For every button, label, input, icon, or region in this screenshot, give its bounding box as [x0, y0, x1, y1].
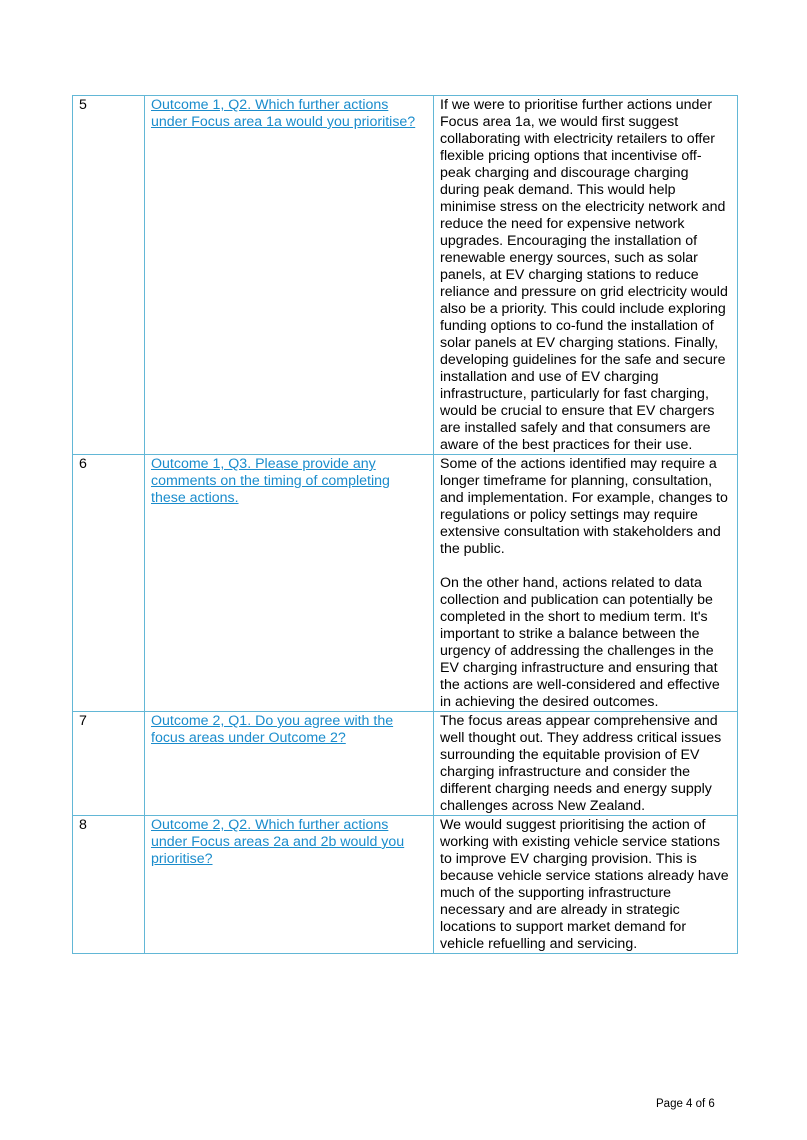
answer-cell	[434, 712, 738, 816]
question-link[interactable]: Outcome 2, Q1. Do you agree with the focus areas under Outcome 2?	[151, 713, 394, 746]
table-row	[73, 712, 738, 816]
row-number: 8	[73, 816, 145, 954]
answer-cell	[434, 455, 738, 712]
question-cell	[145, 96, 434, 455]
table-row	[73, 96, 738, 455]
question-cell	[145, 712, 434, 816]
page-number: Page 4 of 6	[656, 1098, 715, 1110]
answer-cell	[434, 816, 738, 954]
submission-table	[72, 95, 738, 954]
question-link[interactable]: Outcome 1, Q2. Which further actions under Focus area 1a would you prioritise?	[151, 97, 416, 130]
answer-paragraph: On the other hand, actions related to data collection and publication can potentially be completed in the short to medium term. It's important to strike a balance between the urgency of addressing the challenges in the EV charging infrastructure and ensuring that the actions are well-considered and effective in achieving the desired outcomes.	[440, 575, 720, 710]
row-number: 5	[73, 96, 145, 455]
question-cell	[145, 455, 434, 712]
question-link[interactable]: Outcome 2, Q2. Which further actions under Focus areas 2a and 2b would you prioritise?	[151, 817, 405, 867]
question-cell	[145, 816, 434, 954]
answer-cell	[434, 96, 738, 455]
answer-paragraph: We would suggest prioritising the action of working with existing vehicle service stations to improve EV charging provision. This is because vehicle service stations already have much of the supporting infrastructure necessary and are already in strategic locations to support market demand for vehicle refuelling and servicing.	[440, 817, 729, 952]
answer-paragraph: Some of the actions identified may require a longer timeframe for planning, consultation, and implementation. For example, changes to regulations or policy settings may require extensive consultation with stakeholders and the public.	[440, 456, 728, 557]
table-row	[73, 455, 738, 712]
row-number: 6	[73, 455, 145, 712]
row-number: 7	[73, 712, 145, 816]
question-link[interactable]: Outcome 1, Q3. Please provide any comments on the timing of completing these actions.	[151, 456, 390, 506]
table-row	[73, 816, 738, 954]
answer-paragraph: The focus areas appear comprehensive and well thought out. They address critical issues surrounding the equitable provision of EV charging infrastructure and consider the different charging needs and energy supply challenges across New Zealand.	[440, 713, 722, 814]
answer-paragraph: If we were to prioritise further actions under Focus area 1a, we would first suggest collaborating with electricity retailers to offer flexible pricing options that incentivise off-peak charging and discourage charging during peak demand. This would help minimise stress on the electricity network and reduce the need for expensive network upgrades. Encouraging the installation of renewable energy sources, such as solar panels, at EV charging stations to reduce reliance and pressure on grid electricity would also be a priority. This could include exploring funding options to co-fund the installation of solar panels at EV charging stations. Finally, developing guidelines for the safe and secure installation and use of EV charging infrastructure, particularly for fast charging, would be crucial to ensure that EV chargers are installed safely and that consumers are aware of the best practices for their use.	[440, 97, 728, 453]
